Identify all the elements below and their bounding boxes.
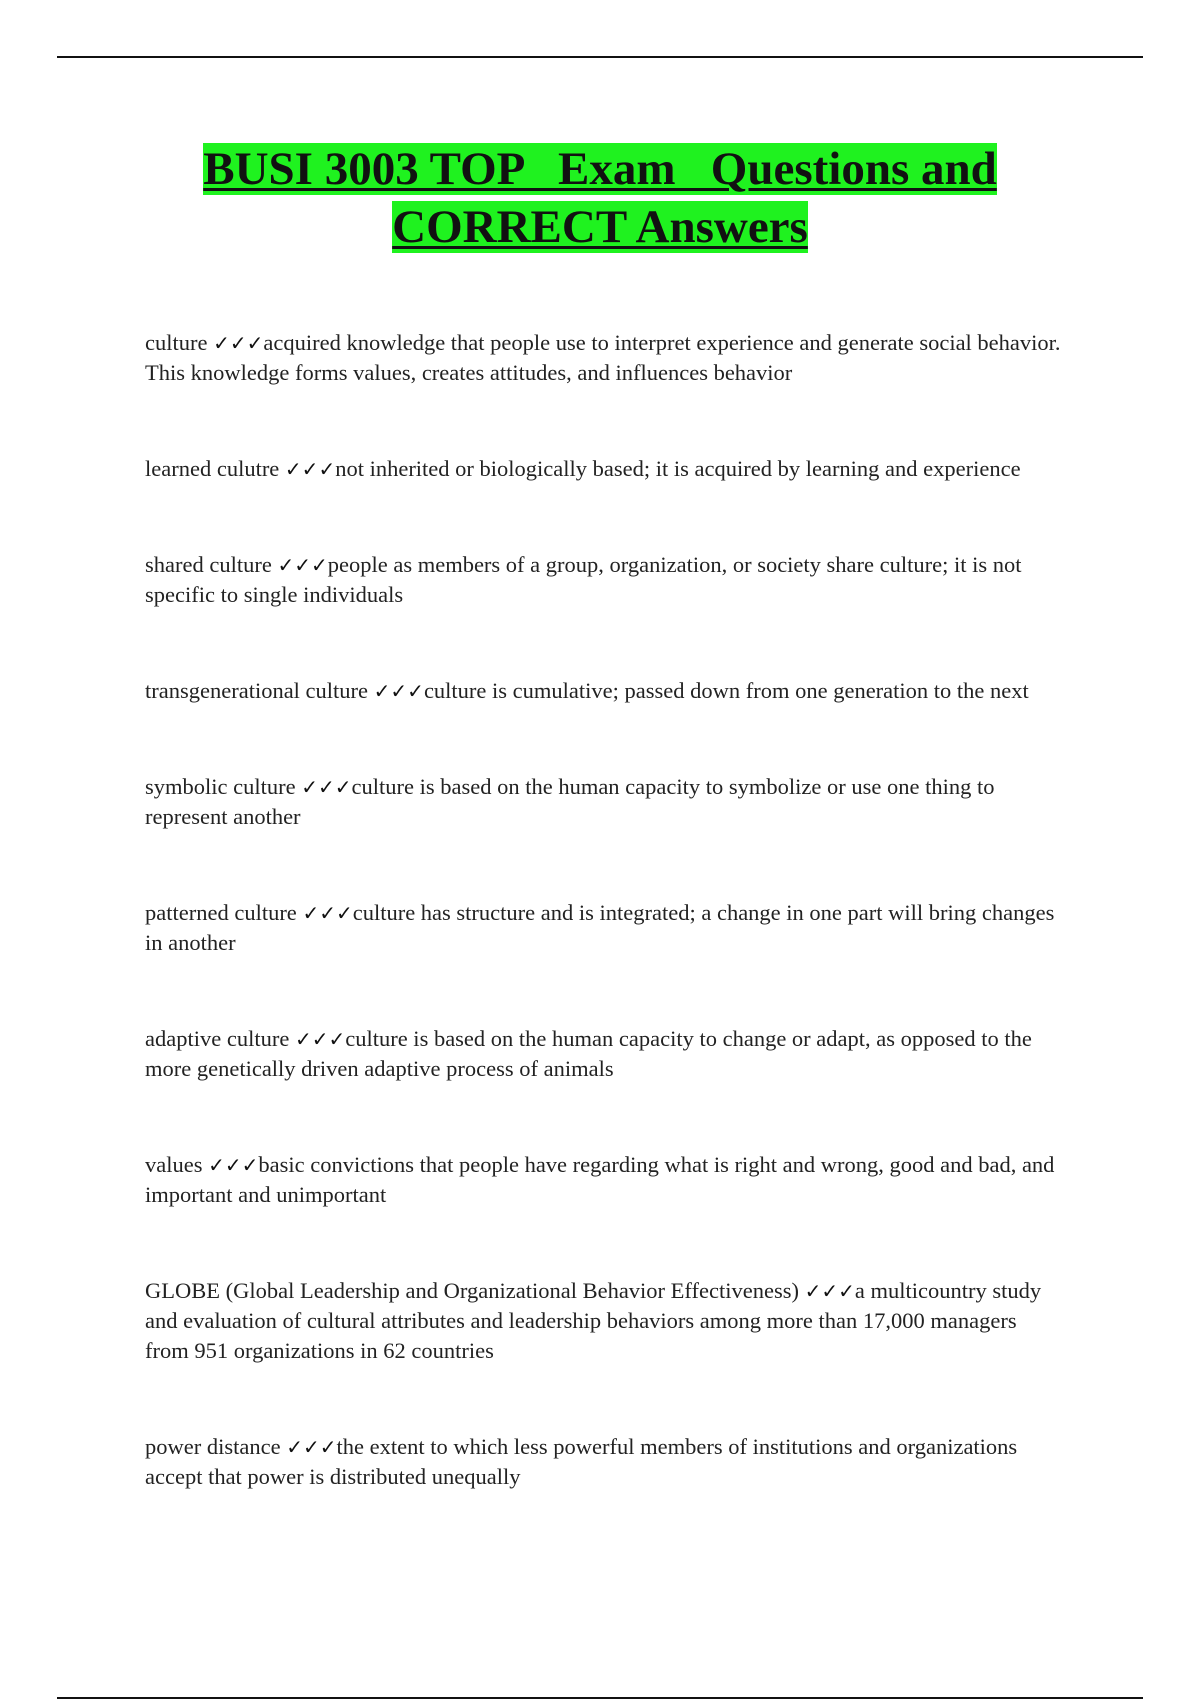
check-marks-icon: ✓✓✓ [301, 775, 352, 799]
entry-term: power distance [145, 1434, 281, 1459]
flashcard-entry [145, 1150, 1065, 1210]
flashcard-entry [145, 1432, 1065, 1492]
footer-divider [57, 1697, 1143, 1699]
entry-term: symbolic culture [145, 774, 296, 799]
entry-definition: a multicountry study and evaluation of cultural attributes and leadership behaviors among more than 17,000 managers from 951 organizations in 62 countries [145, 1278, 1042, 1363]
check-marks-icon: ✓✓✓ [277, 553, 328, 577]
entry-definition: culture is based on the human capacity to change or adapt, as opposed to the more genetically driven adaptive process of animals [145, 1026, 1032, 1081]
check-marks-icon: ✓✓✓ [213, 331, 264, 355]
title-line-2: CORRECT Answers [392, 201, 808, 253]
check-marks-icon: ✓✓✓ [284, 457, 336, 481]
check-marks-icon: ✓✓✓ [286, 1435, 337, 1459]
check-marks-icon: ✓✓✓ [804, 1279, 855, 1303]
entry-definition: the extent to which less powerful members of institutions and organizations accept that power is distributed unequally [145, 1434, 1018, 1489]
flashcard-entry [145, 1024, 1065, 1084]
check-marks-icon: ✓✓✓ [373, 679, 424, 703]
check-marks-icon: ✓✓✓ [294, 1027, 346, 1051]
check-marks-icon: ✓✓✓ [302, 901, 353, 925]
flashcard-entry [145, 550, 1065, 610]
entry-term: patterned culture [145, 900, 297, 925]
flashcard-entry [145, 676, 1065, 706]
entry-definition: culture is cumulative; passed down from one generation to the next [423, 678, 1029, 703]
check-marks-icon: ✓✓✓ [208, 1153, 259, 1177]
flashcard-list [145, 328, 1065, 1558]
flashcard-entry [145, 772, 1065, 832]
entry-term: values [145, 1152, 203, 1177]
flashcard-entry [145, 1276, 1065, 1366]
entry-definition: basic convictions that people have regarding what is right and wrong, good and bad, and important and unimportant [145, 1152, 1055, 1207]
entry-term: GLOBE (Global Leadership and Organizational Behavior Effectiveness) [145, 1278, 799, 1303]
document-title [0, 140, 1200, 256]
entry-definition: culture is based on the human capacity to symbolize or use one thing to represent another [145, 774, 995, 829]
flashcard-entry [145, 328, 1065, 388]
entry-term: shared culture [145, 552, 272, 577]
entry-definition: not inherited or biologically based; it is acquired by learning and experience [335, 456, 1021, 481]
title-line-1: BUSI 3003 TOP Exam Questions and [203, 143, 997, 195]
entry-definition: acquired knowledge that people use to interpret experience and generate social behavior. This knowledge forms values, creates attitudes, and influences behavior [145, 330, 1061, 385]
entry-term: transgenerational culture [145, 678, 369, 703]
entry-definition: culture has structure and is integrated; a change in one part will bring changes in another [145, 900, 1055, 955]
header-divider [57, 56, 1143, 58]
flashcard-entry [145, 454, 1065, 484]
flashcard-entry [145, 898, 1065, 958]
entry-term: learned culutre [145, 456, 280, 481]
entry-term: adaptive culture [145, 1026, 290, 1051]
entry-definition: people as members of a group, organization, or society share culture; it is not specific to single individuals [145, 552, 1022, 607]
entry-term: culture [145, 330, 208, 355]
